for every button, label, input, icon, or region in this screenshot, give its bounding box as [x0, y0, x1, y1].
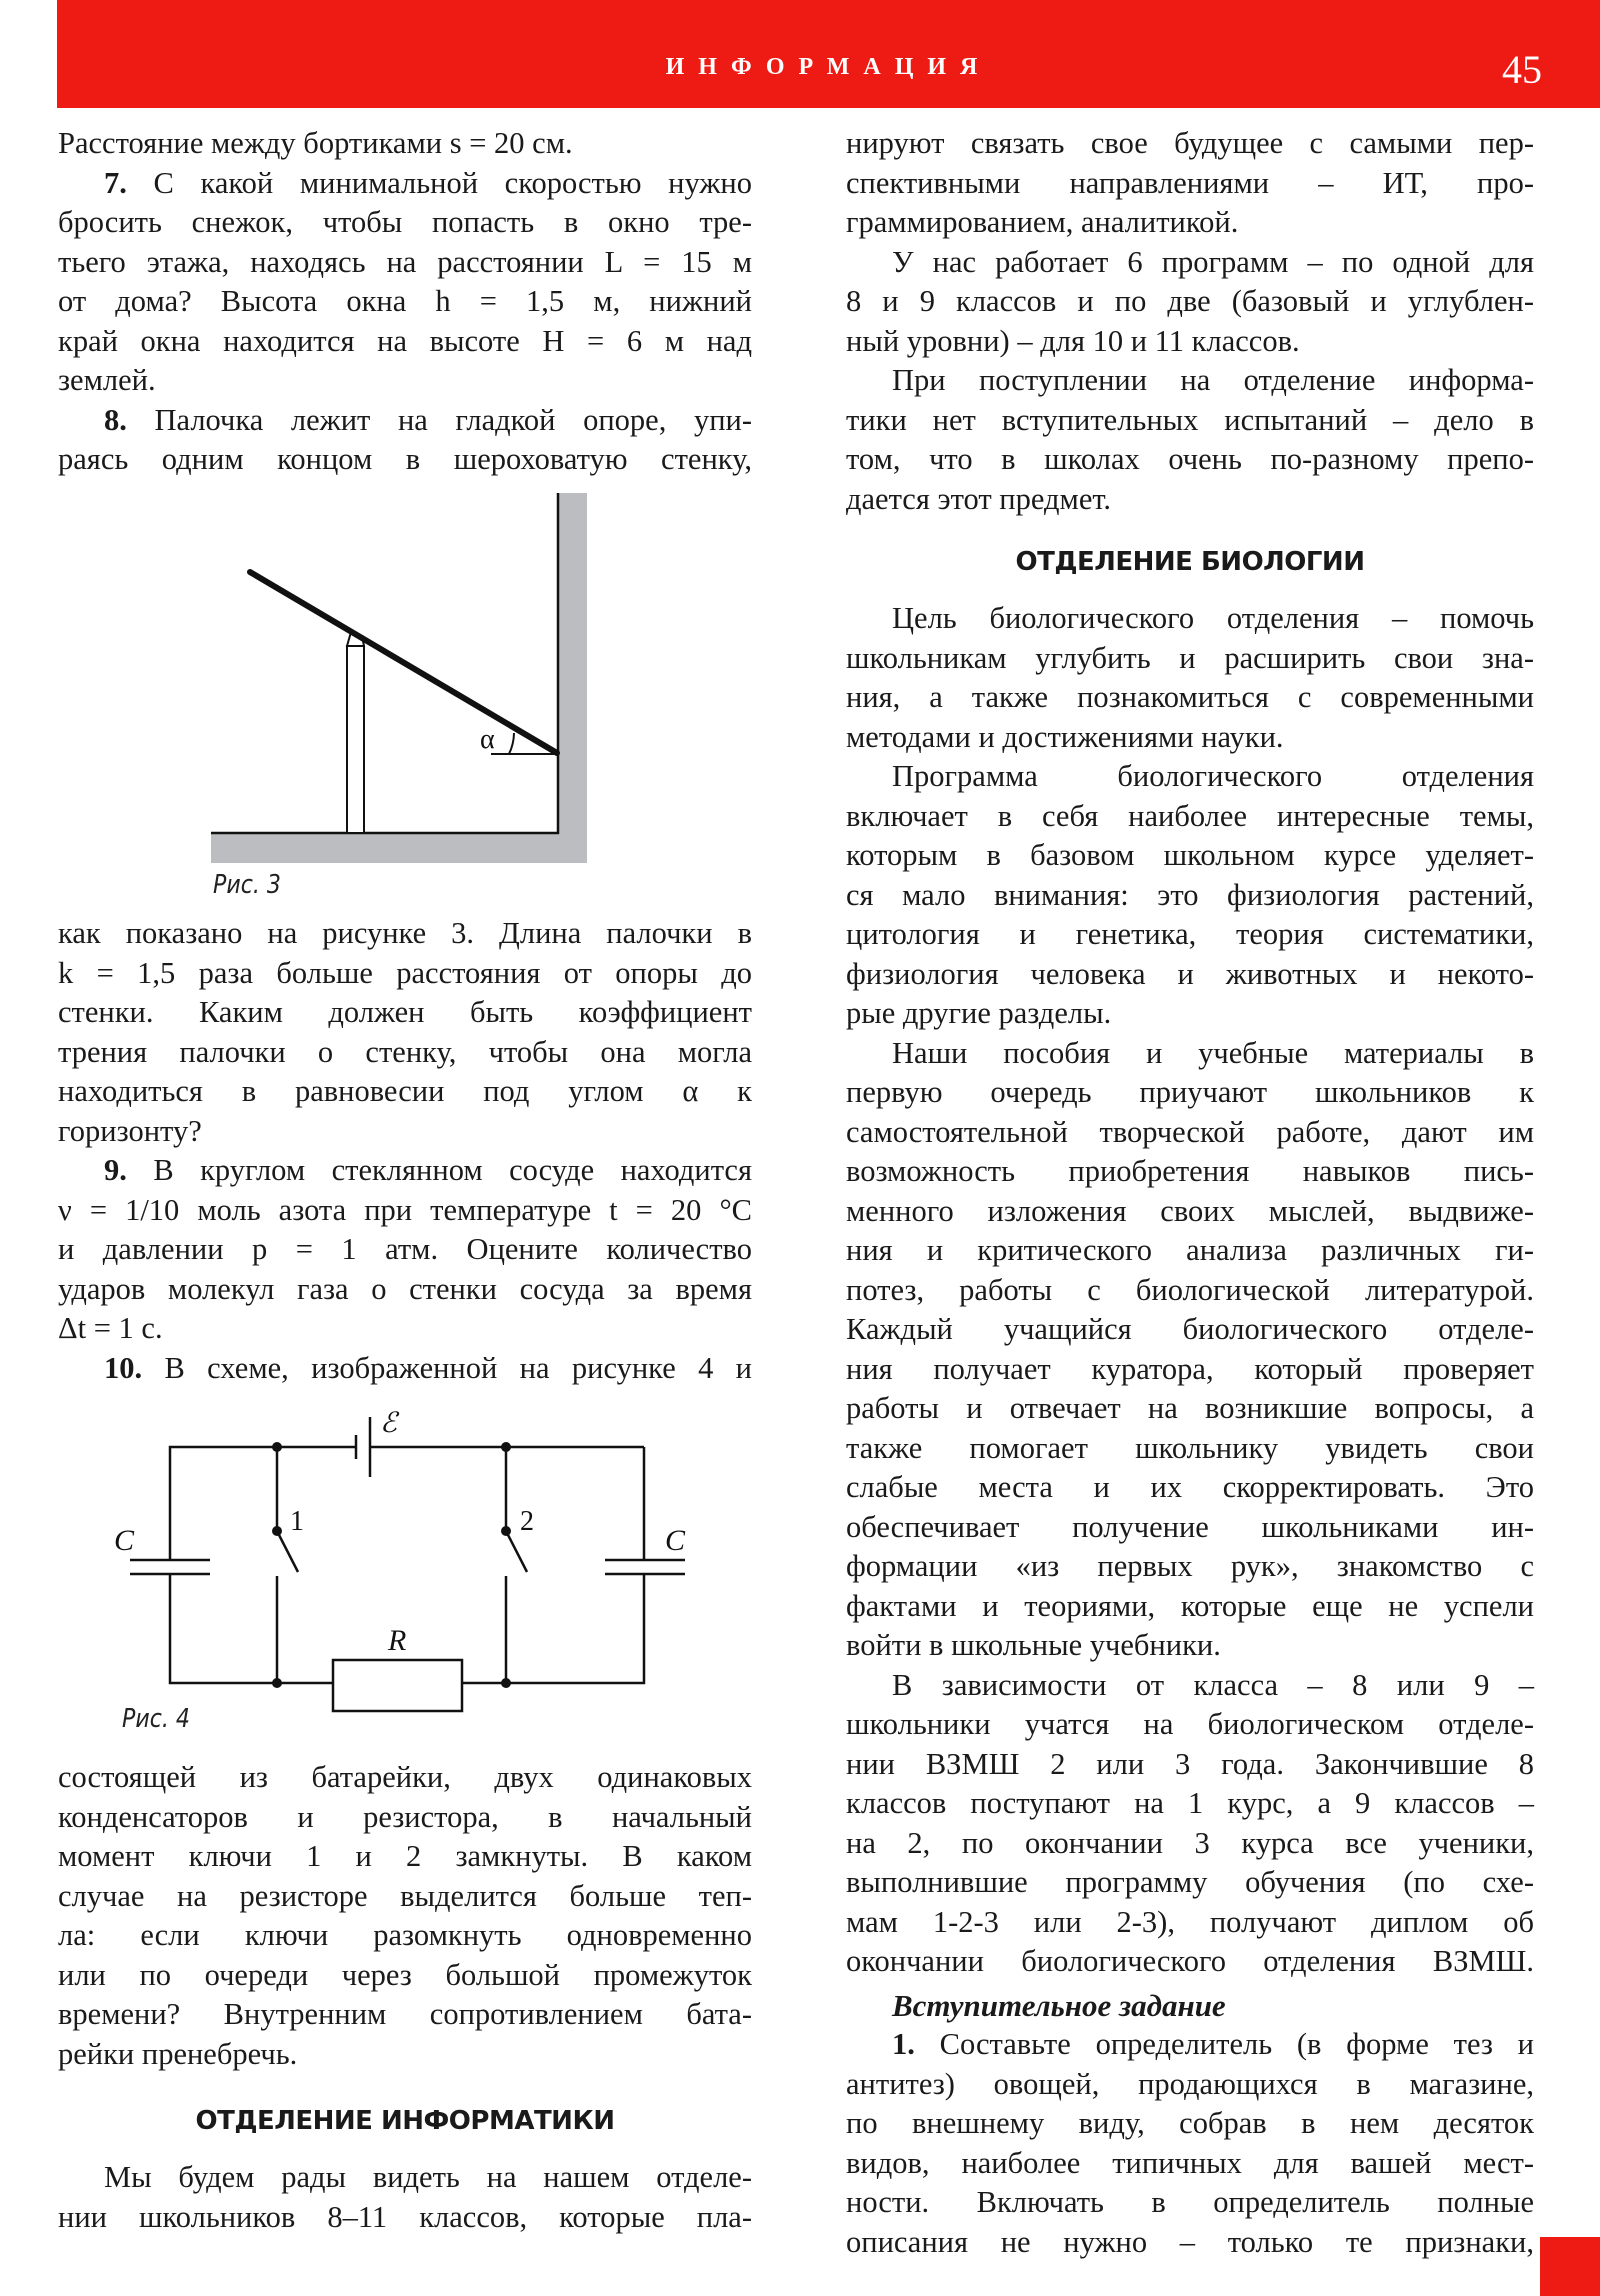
- text-line: ности. Включать в определитель полные: [846, 2185, 1534, 2219]
- text-line: раясь одним концом в шероховатую стенку,: [58, 442, 752, 476]
- text-line: находиться в равновесии под углом α к: [58, 1074, 752, 1108]
- informatics-continued: [846, 124, 1534, 243]
- text-line: видов, наиболее типичных для вашей мест-: [846, 2145, 1534, 2180]
- switch-2-label: 2: [520, 1506, 534, 1537]
- text-line: возможность приобретения навыков пись-: [846, 1154, 1534, 1188]
- text-line: Палочка лежит на гладкой опоре, упи-: [154, 402, 753, 437]
- text-line: Цель биологического отделения – помочь: [892, 601, 1534, 635]
- entrance-task-1: [846, 2025, 1534, 2262]
- task-number: 1.: [892, 2027, 915, 2061]
- text-line: момент ключи 1 и 2 замкнуты. В каком: [58, 1839, 752, 1873]
- text-line: край окна находится на высоте H = 6 м над: [58, 323, 752, 358]
- text-line: Δt = 1 с.: [58, 1311, 163, 1345]
- biology-grades: [846, 1666, 1534, 1982]
- figure-3-stick-diagram: [0, 0, 800, 920]
- text-line: и давлении p = 1 атм. Оцените количество: [58, 1232, 752, 1266]
- informatics-heading: ОТДЕЛЕНИЕ ИНФОРМАТИКИ: [195, 2106, 615, 2136]
- biology-heading: ОТДЕЛЕНИЕ БИОЛОГИИ: [1015, 547, 1365, 577]
- text-line: дается этот предмет.: [846, 481, 1112, 516]
- text-line: При поступлении на отделение информа-: [892, 363, 1534, 397]
- text-line: рые другие разделы.: [846, 996, 1112, 1030]
- text-line: тьего этажа, находясь на расстоянии L = 15 м: [58, 244, 752, 279]
- text-line: Расстояние между бортиками s = 20 см.: [58, 126, 573, 160]
- resistor-label: R: [388, 1624, 407, 1657]
- task-9: [58, 1151, 752, 1349]
- text-line: Мы будем рады видеть на нашем отделе-: [104, 2160, 752, 2194]
- text-line: ударов молекул газа о стенки сосуда за время: [58, 1271, 752, 1306]
- text-line: также помогает школьнику увидеть свои: [846, 1430, 1534, 1465]
- text-line: фактами и теориями, которые еще не успели: [846, 1588, 1534, 1623]
- capacitor-left-label: C: [114, 1524, 135, 1557]
- text-line: работы и отвечает на возникшие вопросы, а: [846, 1391, 1534, 1425]
- text-line: трения палочки о стенку, чтобы она могла: [58, 1034, 752, 1069]
- page-number: 45: [1502, 47, 1542, 92]
- text-line: землей.: [58, 363, 156, 397]
- text-line: В зависимости от класса – 8 или 9 –: [892, 1667, 1534, 1702]
- text-line: первую очередь приучают школьников к: [846, 1075, 1534, 1109]
- text-line: ла: если ключи разомкнуть одновременно: [58, 1918, 752, 1952]
- task-8-continued: [58, 914, 752, 1151]
- text-line: С какой минимальной скоростью нужно: [153, 165, 753, 200]
- text-line: слабые места и их скорректировать. Это: [846, 1470, 1534, 1504]
- text-line: том, что в школах очень по-разному препо-: [846, 442, 1534, 476]
- text-line: граммированием, аналитикой.: [846, 205, 1239, 239]
- text-line: ся мало внимания: это физиология растений,: [846, 877, 1534, 912]
- text-line: войти в школьные учебники.: [846, 1628, 1221, 1662]
- text-line: цитология и генетика, теория систематики,: [846, 917, 1534, 951]
- text-line: потез, работы с биологической литературой.: [846, 1272, 1534, 1307]
- text-line: ный уровни) – для 10 и 11 классов.: [846, 323, 1300, 358]
- capacitor-right-label: C: [665, 1524, 686, 1557]
- text-line: антитез) овощей, продающихся в магазине,: [846, 2066, 1534, 2101]
- switch-1-label: 1: [290, 1506, 304, 1537]
- biology-materials: [846, 1034, 1534, 1666]
- text-line: на 2, по окончании 3 курса все ученики,: [846, 1825, 1534, 1860]
- task-10-continued: [58, 1758, 752, 2074]
- task-number: 10.: [104, 1350, 143, 1385]
- text-line: В круглом стеклянном сосуде находится: [153, 1153, 753, 1187]
- right-column: [846, 124, 1534, 2262]
- text-line: от дома? Высота окна h = 1,5 м, нижний: [58, 284, 752, 318]
- page-corner-marker: [1540, 2237, 1600, 2296]
- text-line: или по очереди через большой промежуток: [58, 1957, 752, 1992]
- text-line: спективными направлениями – ИТ, про-: [846, 165, 1534, 200]
- text-line: по внешнему виду, собрав в нем десяток: [846, 2106, 1534, 2140]
- text-line: Программа биологического отделения: [892, 759, 1534, 793]
- informatics-intro: [58, 2158, 752, 2237]
- text-line: Составьте определитель (в форме тез и: [939, 2027, 1534, 2061]
- text-line: рейки пренебречь.: [58, 2036, 298, 2071]
- figure-3-caption: Рис. 3: [213, 870, 281, 900]
- text-line: бросить снежок, чтобы попасть в окно тре-: [58, 205, 752, 239]
- text-line: физиология человека и животных и некото-: [846, 956, 1534, 991]
- text-line: мам 1-2-3 или 2-3), получают диплом об: [846, 1904, 1534, 1939]
- text-line: ν = 1/10 моль азота при температуре t = 20 °С: [58, 1192, 752, 1227]
- task-number: 7.: [104, 165, 127, 200]
- text-line: менного изложения своих мыслей, выдвиже-: [846, 1193, 1534, 1228]
- text-line: Наши пособия и учебные материалы в: [892, 1035, 1534, 1070]
- text-line: ния и критического анализа различных ги-: [846, 1233, 1534, 1267]
- text-line: У нас работает 6 программ – по одной для: [892, 244, 1534, 279]
- text-line: конденсаторов и резистора, в начальный: [58, 1799, 752, 1834]
- text-line: школьникам углубить и расширить свои зна-: [846, 640, 1534, 675]
- text-line: случае на резисторе выделится больше теп-: [58, 1878, 752, 1913]
- text-line: 8 и 9 классов и по две (базовый и углублен-: [846, 284, 1534, 318]
- entrance-task-heading: Вступительное задание: [892, 1987, 1226, 2023]
- text-line: которым в базовом школьном курсе уделяет-: [846, 838, 1534, 872]
- text-line: ния, а также познакомиться с современными: [846, 680, 1534, 714]
- task-number: 9.: [104, 1153, 127, 1187]
- biology-program: [846, 757, 1534, 1034]
- informatics-programs: [846, 243, 1534, 362]
- figure-4-caption: Рис. 4: [122, 1704, 190, 1734]
- text-line: методами и достижениями науки.: [846, 719, 1284, 754]
- angle-label: α: [480, 724, 495, 755]
- text-line: стенки. Каким должен быть коэффициент: [58, 995, 752, 1029]
- text-line: выполнившие программу обучения (по схе-: [846, 1865, 1534, 1899]
- text-line: классов поступают на 1 курс, а 9 классов –: [846, 1786, 1534, 1820]
- task-number: 8.: [104, 402, 127, 437]
- text-line: Каждый учащийся биологического отделе-: [846, 1312, 1534, 1346]
- biology-goal: [846, 599, 1534, 757]
- text-line: самостоятельной творческой работе, дают им: [846, 1114, 1534, 1149]
- text-line: описания не нужно – только те признаки,: [846, 2224, 1534, 2259]
- emf-label: ℰ: [380, 1408, 397, 1439]
- left-column-task8-cont: [58, 914, 752, 1388]
- text-line: В схеме, изображенной на рисунке 4 и: [164, 1350, 753, 1385]
- text-line: включает в себя наиболее интересные темы,: [846, 798, 1534, 833]
- left-column-task10-cont: [58, 1758, 752, 2237]
- informatics-admission: [846, 361, 1534, 519]
- text-line: школьники учатся на биологическом отделе-: [846, 1707, 1534, 1741]
- text-line: времени? Внутренним сопротивлением бата-: [58, 1997, 752, 2031]
- text-line: нируют связать свое будущее с самыми пер-: [846, 126, 1534, 160]
- text-line: горизонту?: [58, 1113, 202, 1148]
- text-line: ния получает куратора, который проверяет: [846, 1351, 1534, 1386]
- text-line: как показано на рисунке 3. Длина палочки в: [58, 916, 752, 950]
- text-line: нии школьников 8–11 классов, которые пла-: [58, 2199, 752, 2234]
- text-line: обеспечивает получение школьниками ин-: [846, 1509, 1534, 1544]
- section-title: ИНФОРМАЦИЯ: [665, 54, 992, 80]
- text-line: формации «из первых рук», знакомство с: [846, 1549, 1534, 1583]
- text-line: k = 1,5 раза больше расстояния от опоры до: [58, 955, 752, 990]
- text-line: тики нет вступительных испытаний – дело в: [846, 402, 1534, 437]
- text-line: нии ВЗМШ 2 или 3 года. Закончившие 8: [846, 1746, 1534, 1781]
- text-line: окончании биологического отделения ВЗМШ.: [846, 1944, 1534, 1978]
- text-line: состоящей из батарейки, двух одинаковых: [58, 1760, 752, 1794]
- figure-4-circuit-diagram: [0, 1380, 800, 1740]
